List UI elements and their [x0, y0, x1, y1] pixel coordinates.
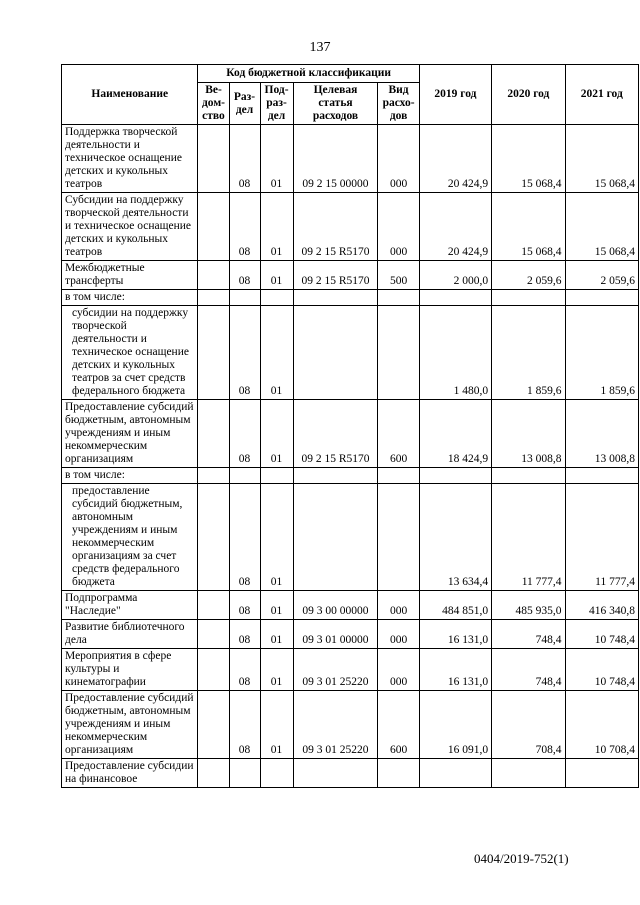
table-row: [62, 261, 639, 290]
row-2020: 15 068,4: [492, 125, 565, 193]
row-razdel: 08: [229, 591, 260, 620]
row-2020: 13 008,8: [492, 400, 565, 468]
row-2021: 15 068,4: [565, 193, 638, 261]
row-razdel: 08: [229, 400, 260, 468]
row-name: Межбюджетные трансферты: [62, 261, 198, 290]
row-vid: 000: [378, 193, 419, 261]
table-row: [62, 193, 639, 261]
row-2020: 748,4: [492, 620, 565, 649]
table-row: [62, 759, 639, 788]
table-row: [62, 306, 639, 400]
header-2019: 2019 год: [419, 65, 491, 125]
row-2021: 10 708,4: [565, 691, 638, 759]
row-vid: 600: [378, 691, 419, 759]
row-name: в том числе:: [62, 290, 198, 306]
row-2021: 2 059,6: [565, 261, 638, 290]
row-name: Субсидии на поддержку творческой деятельности и техническое оснащение детских и кукольных театров: [62, 193, 198, 261]
row-target: [293, 306, 378, 400]
row-vid: 000: [378, 620, 419, 649]
row-razdel: 08: [229, 620, 260, 649]
row-name: Поддержка творческой деятельности и техническое оснащение детских и кукольных театров: [62, 125, 198, 193]
row-target: 09 2 15 R5170: [293, 193, 378, 261]
row-podrazdel: 01: [260, 691, 293, 759]
page-number: 137: [309, 40, 331, 55]
table-row: [62, 484, 639, 591]
header-vid: Вид расхо- дов: [378, 83, 419, 125]
row-2020: 708,4: [492, 691, 565, 759]
row-name: Мероприятия в сфере культуры и кинематографии: [62, 649, 198, 691]
row-2019: 16 131,0: [419, 649, 491, 691]
table-row: [62, 620, 639, 649]
row-razdel: 08: [229, 125, 260, 193]
row-target: 09 3 00 00000: [293, 591, 378, 620]
table-row: [62, 468, 639, 484]
row-razdel: 08: [229, 193, 260, 261]
table-row: [62, 400, 639, 468]
row-target: [293, 484, 378, 591]
row-podrazdel: 01: [260, 591, 293, 620]
header-razdel: Раз- дел: [229, 83, 260, 125]
header-podrazdel: Под- раз- дел: [260, 83, 293, 125]
row-name: Подпрограмма "Наследие": [62, 591, 198, 620]
row-razdel: 08: [229, 306, 260, 400]
row-target: 09 2 15 R5170: [293, 400, 378, 468]
row-name: Развитие библиотечного дела: [62, 620, 198, 649]
document-code: 0404/2019-752(1): [474, 851, 569, 866]
budget-table: [61, 64, 639, 788]
row-razdel: 08: [229, 261, 260, 290]
header-2020: 2020 год: [492, 65, 565, 125]
row-2020: 485 935,0: [492, 591, 565, 620]
row-2019: 484 851,0: [419, 591, 491, 620]
table-row: [62, 290, 639, 306]
row-name: Предоставление субсидий бюджетным, автономным учреждениям и иным некоммерческим организациям: [62, 400, 198, 468]
table-body: [62, 125, 639, 788]
row-2020: 2 059,6: [492, 261, 565, 290]
row-podrazdel: 01: [260, 261, 293, 290]
row-2020: 15 068,4: [492, 193, 565, 261]
table-row: [62, 649, 639, 691]
header-2021: 2021 год: [565, 65, 638, 125]
table-row: [62, 691, 639, 759]
row-2021: 416 340,8: [565, 591, 638, 620]
row-podrazdel: 01: [260, 125, 293, 193]
row-target: 09 2 15 R5170: [293, 261, 378, 290]
row-vid: 000: [378, 125, 419, 193]
row-2021: 10 748,4: [565, 620, 638, 649]
row-2019: 18 424,9: [419, 400, 491, 468]
row-vid: 600: [378, 400, 419, 468]
row-2019: 20 424,9: [419, 125, 491, 193]
row-target: 09 3 01 25220: [293, 649, 378, 691]
row-2021: 10 748,4: [565, 649, 638, 691]
row-name: предоставление субсидий бюджетным, автономным учреждениям и иным некоммерческим организациям за счет средств федерального бюджета: [62, 484, 198, 591]
row-2020: 11 777,4: [492, 484, 565, 591]
row-2019: 13 634,4: [419, 484, 491, 591]
row-target: 09 3 01 25220: [293, 691, 378, 759]
header-vedomstvo: Ве- дом- ство: [198, 83, 229, 125]
row-name: Предоставление субсидий бюджетным, автономным учреждениям и иным некоммерческим организациям: [62, 691, 198, 759]
row-target: 09 3 01 00000: [293, 620, 378, 649]
row-name: субсидии на поддержку творческой деятельности и техническое оснащение детских и кукольных театров за счет средств федерального бюджета: [62, 306, 198, 400]
table-row: [62, 125, 639, 193]
row-vid: 000: [378, 591, 419, 620]
table-row: [62, 591, 639, 620]
row-2021: 13 008,8: [565, 400, 638, 468]
row-podrazdel: 01: [260, 400, 293, 468]
row-2021: 1 859,6: [565, 306, 638, 400]
row-target: 09 2 15 00000: [293, 125, 378, 193]
row-2021: 11 777,4: [565, 484, 638, 591]
row-podrazdel: 01: [260, 306, 293, 400]
row-podrazdel: 01: [260, 193, 293, 261]
row-name: в том числе:: [62, 468, 198, 484]
row-razdel: 08: [229, 691, 260, 759]
row-razdel: 08: [229, 484, 260, 591]
header-name: Наименование: [62, 65, 198, 125]
row-podrazdel: 01: [260, 649, 293, 691]
row-2021: 15 068,4: [565, 125, 638, 193]
row-2019: 16 091,0: [419, 691, 491, 759]
row-name: Предоставление субсидии на финансовое: [62, 759, 198, 788]
row-2020: 748,4: [492, 649, 565, 691]
row-2019: 16 131,0: [419, 620, 491, 649]
row-2019: 20 424,9: [419, 193, 491, 261]
row-vid: [378, 484, 419, 591]
row-podrazdel: 01: [260, 620, 293, 649]
row-2019: 1 480,0: [419, 306, 491, 400]
row-vid: 000: [378, 649, 419, 691]
row-2020: 1 859,6: [492, 306, 565, 400]
row-vid: 500: [378, 261, 419, 290]
row-podrazdel: 01: [260, 484, 293, 591]
row-razdel: 08: [229, 649, 260, 691]
row-vid: [378, 306, 419, 400]
header-budget-code: Код бюджетной классификации: [198, 65, 419, 83]
row-2019: 2 000,0: [419, 261, 491, 290]
header-target: Целевая статья расходов: [293, 83, 378, 125]
